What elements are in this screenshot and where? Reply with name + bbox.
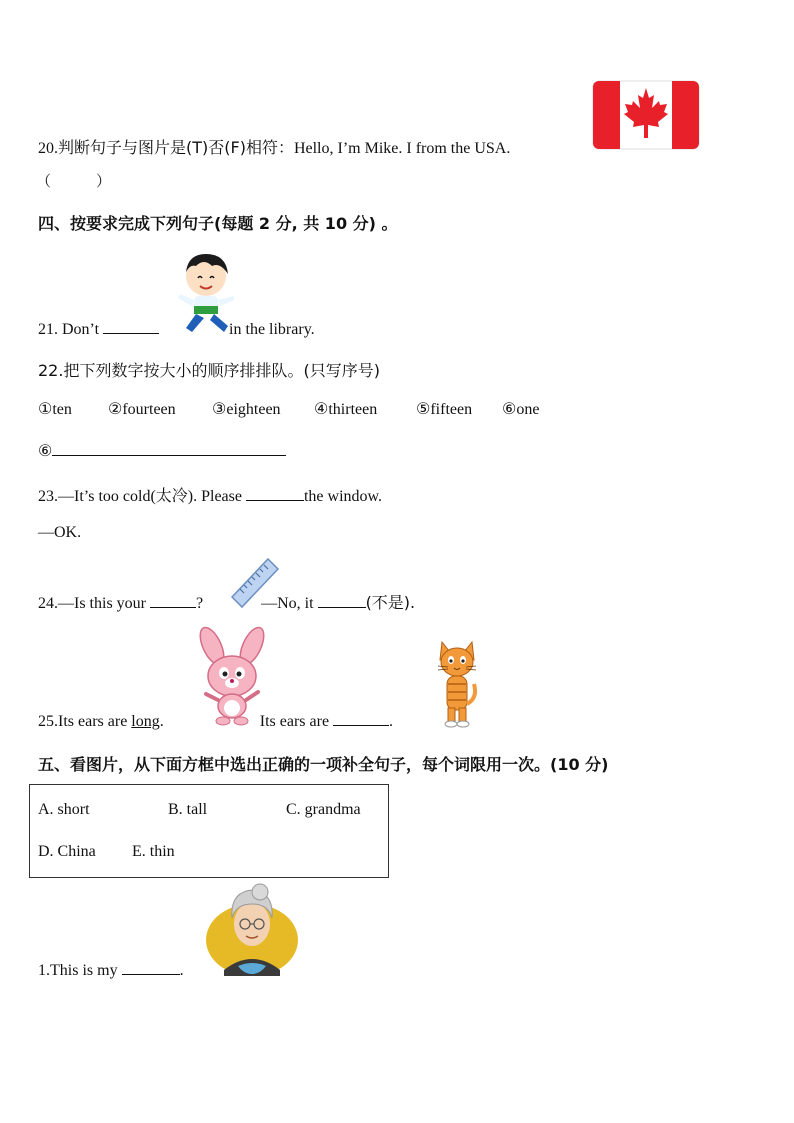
q24-qmark: ? bbox=[196, 595, 204, 612]
q22-option: ④thirteen bbox=[314, 401, 378, 418]
question-25 bbox=[38, 711, 393, 731]
q21-suffix: in the library. bbox=[229, 321, 315, 338]
q20-number: 20. bbox=[38, 140, 58, 157]
q24-middle: —No, it bbox=[261, 595, 314, 612]
question-24 bbox=[38, 590, 415, 613]
q25-part1-suffix: . bbox=[159, 713, 164, 730]
cat-icon bbox=[434, 636, 480, 728]
item-1 bbox=[38, 960, 184, 980]
item1-prefix: 1.This is my bbox=[38, 962, 118, 979]
item1-blank[interactable] bbox=[122, 960, 180, 975]
q22-option: ①ten bbox=[38, 401, 72, 418]
q22-option: ②fourteen bbox=[108, 401, 176, 418]
choice-option: A. short bbox=[38, 801, 90, 818]
question-21 bbox=[38, 319, 315, 339]
choice-option: B. tall bbox=[168, 801, 208, 818]
q24-prefix: 24.—Is this your bbox=[38, 595, 146, 612]
q20-answer-paren[interactable]: （ ） bbox=[36, 172, 112, 190]
section-5-heading: 五、看图片，从下面方框中选出正确的一项补全句子，每个词限用一次。(10 分) bbox=[38, 755, 609, 774]
q25-part2-prefix: Its ears are bbox=[259, 713, 330, 730]
item1-suffix: . bbox=[179, 962, 184, 979]
q23-line2: —OK. bbox=[38, 524, 82, 541]
choice-row-2 bbox=[38, 843, 175, 861]
canada-flag-icon bbox=[592, 80, 700, 150]
q24-suffix: (不是). bbox=[365, 593, 416, 612]
section-4-heading: 四、按要求完成下列句子(每题 2 分, 共 10 分) 。 bbox=[38, 214, 398, 233]
q22-option: ⑤fifteen bbox=[416, 401, 473, 418]
q22-answer-line bbox=[38, 441, 286, 461]
choice-option: D. China bbox=[38, 843, 96, 860]
question-23 bbox=[38, 483, 382, 506]
q22-options bbox=[38, 399, 539, 419]
q25-blank[interactable] bbox=[333, 711, 389, 726]
q20-prompt-cn: 判断句子与图片是(T)否(F)相符： bbox=[58, 138, 294, 157]
q24-blank-2[interactable] bbox=[318, 593, 366, 608]
q23-blank[interactable] bbox=[246, 486, 304, 501]
q22-blank[interactable] bbox=[52, 441, 286, 456]
choice-row-1 bbox=[38, 801, 361, 819]
q22-prompt: 22.把下列数字按大小的顺序排排队。(只写序号) bbox=[38, 361, 380, 380]
q22-option: ⑥one bbox=[502, 401, 540, 418]
choice-option: E. thin bbox=[132, 843, 175, 860]
q20-sentence: Hello, I’m Mike. I from the USA. bbox=[293, 140, 511, 157]
q24-blank-1[interactable] bbox=[150, 593, 196, 608]
q22-option: ③eighteen bbox=[212, 401, 281, 418]
question-20 bbox=[38, 135, 510, 158]
word-choice-box bbox=[29, 784, 389, 878]
q21-prefix: 21. Don’t bbox=[38, 321, 100, 338]
choice-option: C. grandma bbox=[286, 801, 361, 818]
q21-blank[interactable] bbox=[103, 319, 159, 334]
q23-line1-prefix: 23.—It’s too cold(太冷). Please bbox=[38, 488, 242, 505]
grandma-icon bbox=[204, 882, 300, 978]
q25-part1-prefix: 25.Its ears are bbox=[38, 713, 128, 730]
q25-underlined-word: long bbox=[131, 713, 160, 730]
q22-answer-start: ⑥ bbox=[38, 443, 53, 460]
q25-part2-suffix: . bbox=[389, 713, 394, 730]
q23-line1-suffix: the window. bbox=[303, 488, 383, 505]
